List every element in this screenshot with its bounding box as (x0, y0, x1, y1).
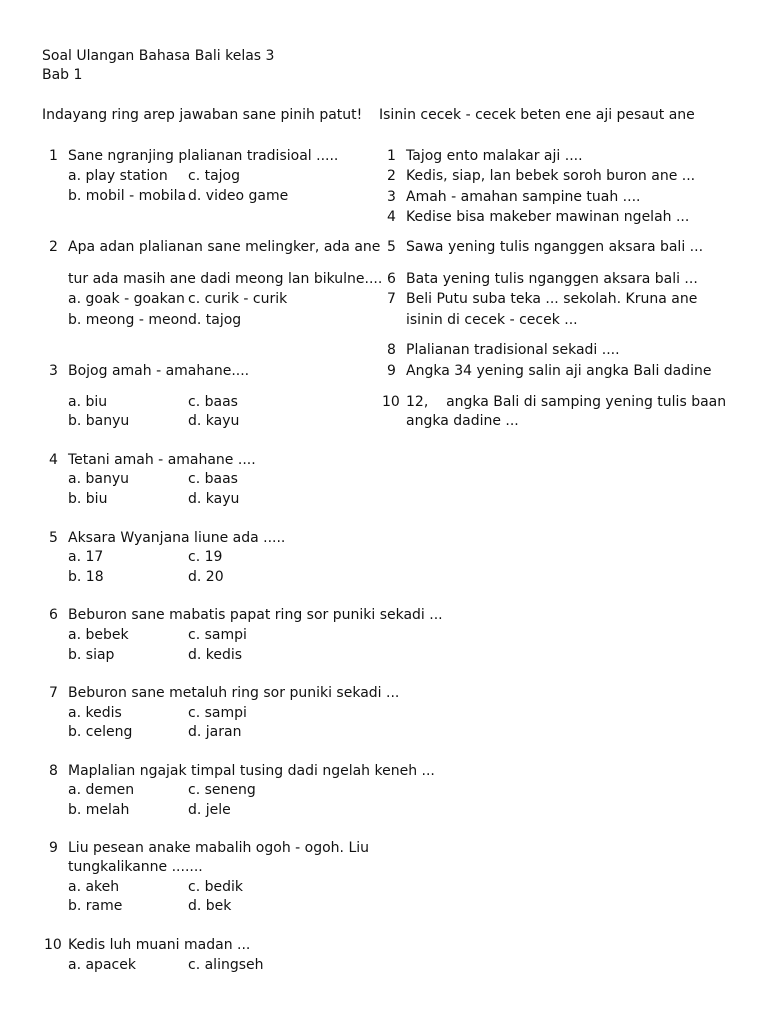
option-d: d. jele (188, 802, 231, 818)
fill-in-item-line-2: isinin di cecek - cecek ... (406, 312, 578, 328)
option-a: a. play station (68, 168, 168, 184)
multiple-choice-instruction: Indayang ring arep jawaban sane pinih patut! (42, 107, 363, 123)
option-a: a. akeh (68, 879, 120, 895)
option-a: a. 17 (68, 549, 104, 565)
option-a: a. apacek (68, 957, 136, 973)
question-number: 6 (49, 607, 58, 623)
option-c: c. baas (188, 471, 238, 487)
item-number: 8 (387, 342, 396, 358)
option-a: a. kedis (68, 705, 122, 721)
option-b: b. biu (68, 491, 108, 507)
worksheet-title: Soal Ulangan Bahasa Bali kelas 3 (42, 48, 275, 64)
question-number: 7 (49, 685, 58, 701)
option-d: d. tajog (188, 312, 242, 328)
fill-in-item-line-2: angka dadine ... (406, 413, 519, 429)
option-b: b. 18 (68, 569, 104, 585)
option-c: c. alingseh (188, 957, 264, 973)
fill-in-item: Kedise bisa makeber mawinan ngelah ... (406, 209, 690, 225)
fill-in-item: Tajog ento malakar aji .... (406, 148, 583, 164)
option-b: b. mobil - mobila (68, 188, 187, 204)
item-number: 9 (387, 363, 396, 379)
option-c: c. seneng (188, 782, 256, 798)
fill-in-item: Angka 34 yening salin aji angka Bali dadine (406, 363, 712, 379)
option-c: c. sampi (188, 705, 247, 721)
option-b: b. siap (68, 647, 115, 663)
chapter-label: Bab 1 (42, 67, 83, 83)
question-text: Apa adan plalianan sane melingker, ada ane (68, 239, 381, 255)
option-d: d. kayu (188, 413, 240, 429)
fill-in-instruction: Isinin cecek - cecek beten ene aji pesaut ane (379, 107, 695, 123)
question-number: 10 (44, 937, 62, 953)
option-b: b. banyu (68, 413, 130, 429)
option-b: b. rame (68, 898, 123, 914)
question-number: 2 (49, 239, 58, 255)
option-a: a. biu (68, 394, 108, 410)
option-c: c. tajog (188, 168, 241, 184)
fill-in-item: Amah - amahan sampine tuah .... (406, 189, 641, 205)
option-c: c. sampi (188, 627, 247, 643)
fill-in-item: Sawa yening tulis nganggen aksara bali ... (406, 239, 704, 255)
item-number: 2 (387, 168, 396, 184)
question-number: 8 (49, 763, 58, 779)
option-b: b. melah (68, 802, 130, 818)
fill-in-item: 12, angka Bali di samping yening tulis baan (406, 394, 727, 410)
question-text-line-2: tur ada masih ane dadi meong lan bikulne.... (68, 271, 383, 287)
option-c: c. curik - curik (188, 291, 288, 307)
question-text: Liu pesean anake mabalih ogoh - ogoh. Liu (68, 840, 370, 856)
option-c: c. baas (188, 394, 238, 410)
option-a: a. goak - goakan (68, 291, 185, 307)
question-text: Bojog amah - amahane.... (68, 363, 250, 379)
option-d: d. kedis (188, 647, 243, 663)
fill-in-item: Bata yening tulis nganggen aksara bali ... (406, 271, 698, 287)
question-text: Kedis luh muani madan ... (68, 937, 251, 953)
option-d: d. 20 (188, 569, 224, 585)
item-number: 3 (387, 189, 396, 205)
question-text: Sane ngranjing plalianan tradisioal ..... (68, 148, 339, 164)
question-text: Beburon sane mabatis papat ring sor puniki sekadi ... (68, 607, 443, 623)
option-b: b. meong - meon (68, 312, 189, 328)
fill-in-item: Kedis, siap, lan bebek soroh buron ane ... (406, 168, 696, 184)
question-text: Tetani amah - amahane .... (68, 452, 256, 468)
option-d: d. video game (188, 188, 289, 204)
option-c: c. bedik (188, 879, 243, 895)
option-d: d. jaran (188, 724, 242, 740)
item-number: 4 (387, 209, 396, 225)
question-text: Maplalian ngajak timpal tusing dadi ngelah keneh ... (68, 763, 435, 779)
question-text-line-2: tungkalikanne ....... (68, 859, 203, 875)
item-number: 5 (387, 239, 396, 255)
fill-in-item: Plalianan tradisional sekadi .... (406, 342, 620, 358)
option-a: a. demen (68, 782, 135, 798)
fill-in-item: Beli Putu suba teka ... sekolah. Kruna ane (406, 291, 698, 307)
question-number: 4 (49, 452, 58, 468)
question-text: Beburon sane metaluh ring sor puniki sekadi ... (68, 685, 400, 701)
option-b: b. celeng (68, 724, 133, 740)
option-c: c. 19 (188, 549, 223, 565)
item-number: 7 (387, 291, 396, 307)
question-number: 3 (49, 363, 58, 379)
item-number: 10 (382, 394, 400, 410)
question-number: 5 (49, 530, 58, 546)
option-d: d. kayu (188, 491, 240, 507)
question-text: Aksara Wyanjana liune ada ..... (68, 530, 286, 546)
item-number: 1 (387, 148, 396, 164)
question-number: 9 (49, 840, 58, 856)
item-number: 6 (387, 271, 396, 287)
question-number: 1 (49, 148, 58, 164)
option-a: a. bebek (68, 627, 129, 643)
option-d: d. bek (188, 898, 232, 914)
option-a: a. banyu (68, 471, 129, 487)
